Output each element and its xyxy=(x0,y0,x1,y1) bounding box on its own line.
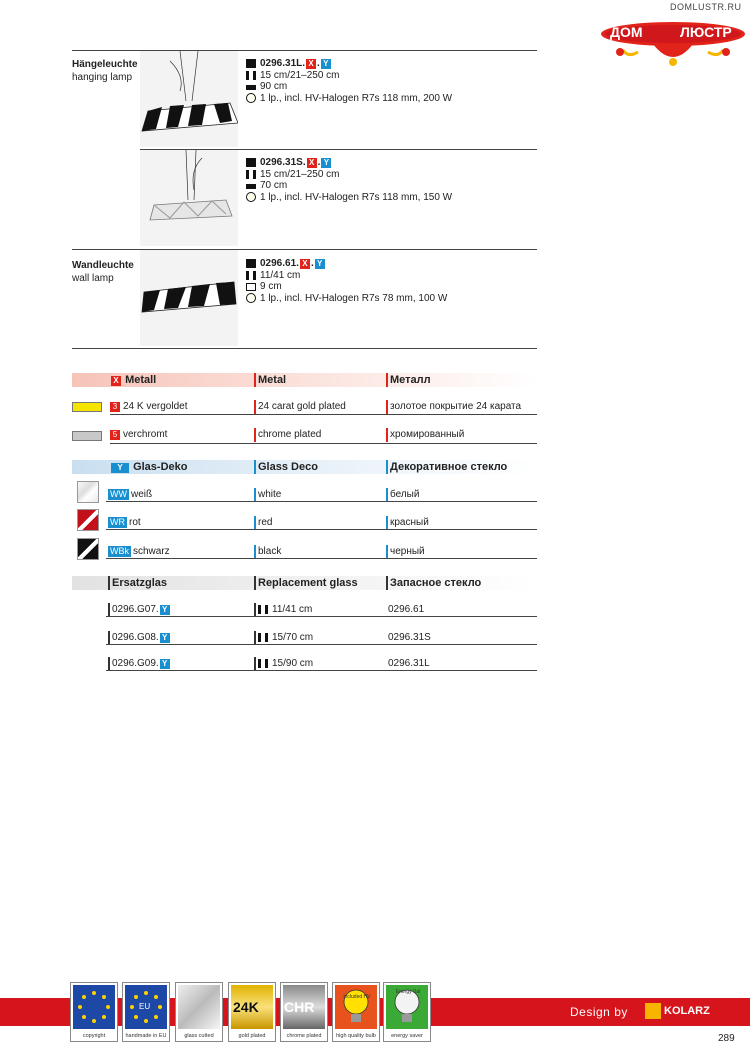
article-icon xyxy=(246,59,256,68)
product-2-width: 70 cm xyxy=(260,180,288,191)
product-3-label-de: Wandleuchte xyxy=(72,260,134,271)
logo-word-2: ЛЮСТР xyxy=(680,24,732,40)
metal-head-en: Metal xyxy=(254,373,286,387)
product-3-specs xyxy=(246,258,447,304)
metal-row-gold-en: 24 carat gold plated xyxy=(254,400,346,414)
glass-row-white-en: white xyxy=(254,488,281,502)
glass-row-white-ru: белый xyxy=(386,488,419,502)
eu-stars-icon xyxy=(73,985,115,1029)
product-2-lamp: 1 lp., incl. HV-Halogen R7s 118 mm, 150 W xyxy=(260,191,453,203)
product-1-image xyxy=(140,51,238,147)
glass-option-badge: Y xyxy=(315,259,325,269)
glass-section-header xyxy=(72,460,537,474)
replacement-section-header xyxy=(72,576,537,590)
glass-row-red-en: red xyxy=(254,516,272,530)
replacement-row-2-size: 15/70 cm xyxy=(272,632,314,643)
product-2-height: 15 cm/21–250 cm xyxy=(260,168,340,180)
replacement-head-de: Ersatzglas xyxy=(108,576,167,590)
replacement-row-3-size: 15/90 cm xyxy=(272,658,314,669)
metal-num-5: 5 xyxy=(110,430,120,440)
glass-option-badge: Y xyxy=(321,59,331,69)
glass-code-ww: WW xyxy=(110,489,127,499)
height-icon xyxy=(258,605,268,614)
product-1-label-de: Hängeleuchte xyxy=(72,59,138,70)
cert-handmade xyxy=(122,982,170,1042)
product-2-code[interactable]: 0296.31S. xyxy=(260,157,306,168)
product-1-specs xyxy=(246,58,452,104)
kolarz-logo-icon xyxy=(645,1003,661,1019)
metal-option-badge: X xyxy=(300,259,310,269)
glass-row-black[interactable] xyxy=(72,545,537,559)
replacement-row-3-code: 0296.G09. xyxy=(112,658,159,669)
cert-caption: handmade in EU xyxy=(125,1033,167,1039)
cert-eu-text: EU xyxy=(139,1002,151,1011)
cert-caption: gold plated xyxy=(238,1033,266,1039)
chandelier-icon xyxy=(598,12,748,74)
height-icon xyxy=(246,71,256,80)
replacement-row-2-fits: 0296.31S xyxy=(388,632,431,643)
depth-icon xyxy=(246,283,256,291)
metal-row-gold-ru: золотое покрытие 24 карата xyxy=(386,400,521,414)
glass-row-white[interactable] xyxy=(72,488,537,502)
glass-option-badge: Y xyxy=(160,633,170,643)
metal-head-de: Metall xyxy=(125,374,157,386)
glass-row-black-ru: черный xyxy=(386,545,425,559)
product-1-width: 90 cm xyxy=(260,81,288,92)
replacement-head-ru: Запасное стекло xyxy=(386,576,481,590)
replacement-row-2-code: 0296.G08. xyxy=(112,632,159,643)
cert-bulb xyxy=(332,982,380,1042)
cert-copyright xyxy=(70,982,118,1042)
article-icon xyxy=(246,158,256,167)
cert-gold xyxy=(228,982,276,1042)
wall-lamp-icon xyxy=(140,250,238,346)
product-2-specs xyxy=(246,157,452,203)
glass-cut-icon xyxy=(178,985,220,1029)
replacement-row-2[interactable] xyxy=(72,631,537,645)
cert-energy-text: Energy Sal xyxy=(395,989,421,995)
glass-row-white-de: weiß xyxy=(131,489,153,500)
height-icon xyxy=(258,659,268,668)
product-1-code[interactable]: 0296.31L. xyxy=(260,58,306,69)
product-1-code-row: 0296.31L. X . Y xyxy=(246,58,452,70)
cert-energy xyxy=(383,982,431,1042)
height-icon xyxy=(246,271,256,280)
products-bottom-rule xyxy=(72,348,537,349)
metal-section-header xyxy=(72,373,537,387)
metal-head-ru: Металл xyxy=(386,373,431,387)
cert-chrome xyxy=(280,982,328,1042)
glass-row-red-de: rot xyxy=(129,517,141,528)
bulb-icon xyxy=(246,293,256,303)
product-1-label-en: hanging lamp xyxy=(72,72,133,83)
glass-row-red[interactable] xyxy=(72,516,537,530)
cert-glass xyxy=(175,982,223,1042)
replacement-row-3-rule xyxy=(106,670,537,671)
glass-row-white-rule xyxy=(106,501,537,502)
hanging-lamp-small-icon xyxy=(140,150,238,246)
replacement-head-en: Replacement glass xyxy=(254,576,358,590)
metal-num-3: 3 xyxy=(110,402,120,412)
width-icon xyxy=(246,184,256,189)
replacement-row-1-fits: 0296.61 xyxy=(388,604,425,615)
bulb-icon xyxy=(246,93,256,103)
height-icon xyxy=(246,170,256,179)
article-icon xyxy=(246,259,256,268)
glass-head-ru: Декоративное стекло xyxy=(386,460,507,474)
metal-row-gold[interactable] xyxy=(72,400,537,414)
glass-head-en: Glass Deco xyxy=(254,460,318,474)
cert-caption: energy saver xyxy=(391,1033,423,1039)
glass-badge: Y xyxy=(111,463,129,473)
replacement-row-3-fits: 0296.31L xyxy=(388,658,430,669)
product-2-image xyxy=(140,150,238,246)
replacement-row-1[interactable] xyxy=(72,603,537,617)
glass-code-wr: WR xyxy=(110,517,125,527)
logo-word-1: ДОМ xyxy=(610,24,643,40)
glass-option-badge: Y xyxy=(160,659,170,669)
glass-row-black-rule xyxy=(106,558,537,559)
glass-row-red-ru: красный xyxy=(386,516,429,530)
replacement-row-1-size: 11/41 cm xyxy=(272,604,313,615)
metal-option-badge: X xyxy=(307,158,317,168)
width-icon xyxy=(246,85,256,90)
glass-row-black-en: black xyxy=(254,545,281,559)
metal-row-gold-de: 24 K vergoldet xyxy=(123,401,188,412)
glass-option-badge: Y xyxy=(321,158,331,168)
cert-chrome-text: CHR xyxy=(284,999,315,1015)
product-3-label xyxy=(72,259,134,285)
bulb-icon xyxy=(246,192,256,202)
cert-caption: copyright xyxy=(82,1033,106,1039)
replacement-row-3[interactable] xyxy=(72,657,537,671)
glass-option-badge: Y xyxy=(160,605,170,615)
logo-url: DOMLUSTR.RU xyxy=(670,2,742,12)
product-2-code-row: 0296.31S. X . Y xyxy=(246,157,452,169)
product-1-lamp: 1 lp., incl. HV-Halogen R7s 118 mm, 200 W xyxy=(260,92,453,104)
kolarz-brand: KOLARZ xyxy=(664,1005,710,1017)
metal-row-chrome-de: verchromt xyxy=(123,429,168,440)
metal-row-chrome[interactable] xyxy=(72,428,537,442)
glass-head-de: Glas-Deko xyxy=(133,461,188,473)
replacement-row-2-rule xyxy=(106,644,537,645)
metal-row-chrome-rule xyxy=(110,443,537,444)
metal-row-chrome-ru: хромированный xyxy=(386,428,464,442)
glass-code-wbk: WBk xyxy=(110,546,129,556)
product-3-width: 9 cm xyxy=(260,281,282,292)
product-1-height: 15 cm/21–250 cm xyxy=(260,69,340,81)
product-3-label-en: wall lamp xyxy=(72,273,114,284)
page-number: 289 xyxy=(718,1033,735,1044)
product-3-code-row: 0296.61. X . Y xyxy=(246,258,447,270)
brand-logo[interactable] xyxy=(598,2,748,74)
glass-row-black-de: schwarz xyxy=(133,546,170,557)
bulb-quality-icon xyxy=(335,985,377,1029)
cert-caption: chrome plated xyxy=(286,1033,322,1039)
product-3-image xyxy=(140,250,238,346)
cert-bulb-text: included HV xyxy=(343,994,371,1000)
cert-caption: glass cutted xyxy=(184,1033,214,1039)
metal-row-gold-rule xyxy=(110,414,537,415)
metal-row-chrome-en: chrome plated xyxy=(254,428,321,442)
metal-badge: X xyxy=(111,376,121,386)
cert-caption: high quality bulb xyxy=(336,1033,376,1039)
cert-gold-text: 24K xyxy=(233,999,259,1015)
replacement-row-1-rule xyxy=(106,616,537,617)
product-3-code[interactable]: 0296.61. xyxy=(260,258,299,269)
glass-row-red-rule xyxy=(106,529,537,530)
metal-option-badge: X xyxy=(306,59,316,69)
product-3-height: 11/41 cm xyxy=(260,269,301,281)
height-icon xyxy=(258,633,268,642)
hanging-lamp-large-icon xyxy=(140,51,238,147)
replacement-row-1-code: 0296.G07. xyxy=(112,604,159,615)
design-by-label: Design by xyxy=(570,1005,628,1019)
product-3-lamp: 1 lp., incl. HV-Halogen R7s 78 mm, 100 W xyxy=(260,292,448,304)
product-1-label xyxy=(72,58,138,84)
